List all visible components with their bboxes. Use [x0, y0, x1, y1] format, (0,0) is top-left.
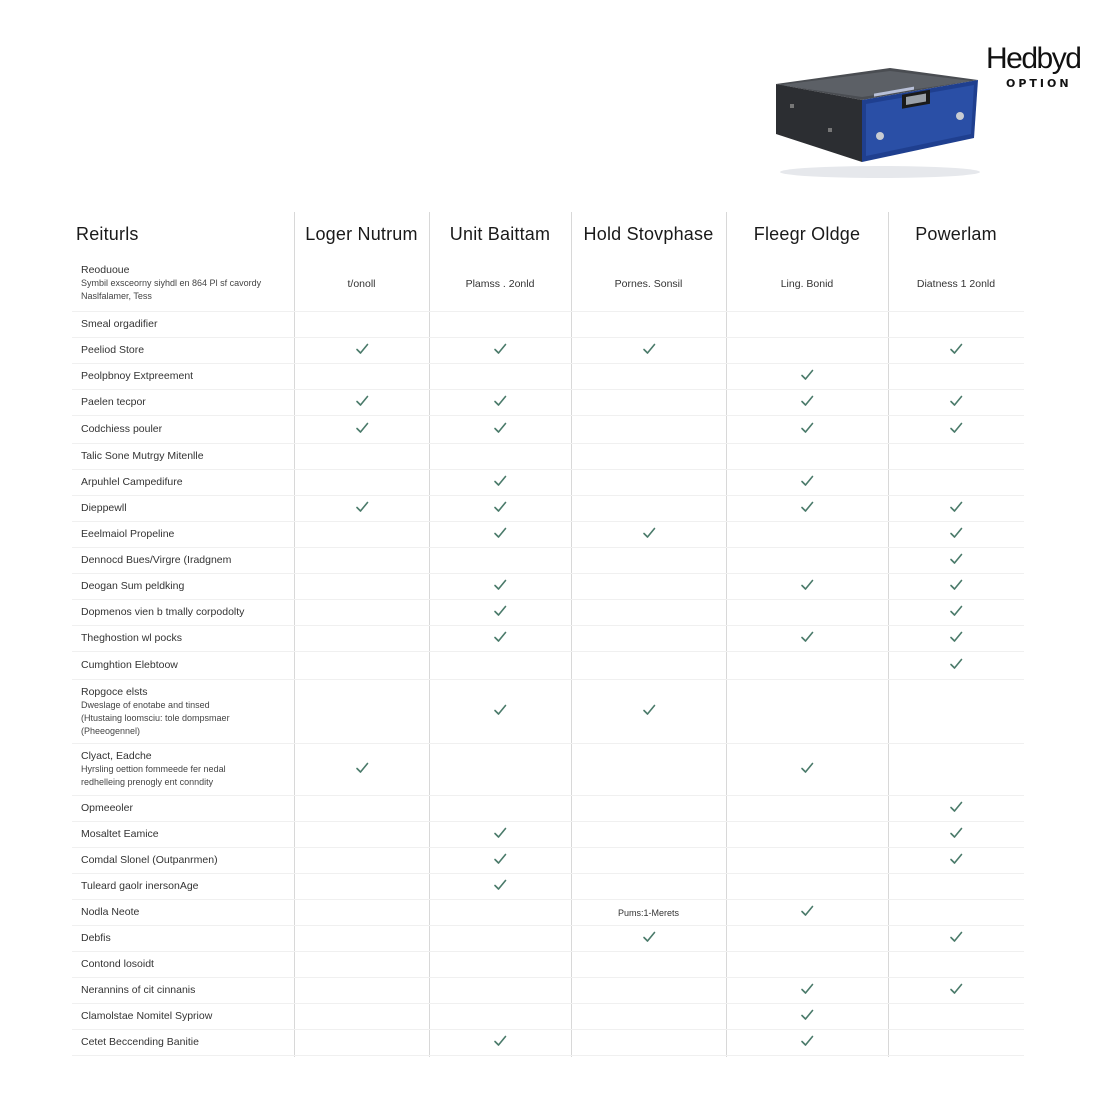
- row-label-text: Contond losoidt: [81, 958, 154, 970]
- check-cell: [294, 421, 429, 438]
- row-label-text: Nerannins of cit cinnanis: [81, 984, 196, 996]
- check-cell: [429, 703, 571, 720]
- row-label: [72, 686, 294, 738]
- check-icon: [493, 852, 507, 866]
- check-cell: [294, 394, 429, 411]
- row-label-text: Clyact, Eadche: [81, 750, 152, 762]
- header-cell: Loger Nutrum: [305, 223, 418, 244]
- row-label-text: Clamolstae Nomitel Sypriow: [81, 1010, 213, 1022]
- check-cell: [726, 500, 888, 517]
- check-cell: [726, 904, 888, 921]
- check-icon: [949, 826, 963, 840]
- row-label-text: Peolpbnoy Extpreement: [81, 370, 194, 382]
- value-cell: Plamss . 2onld: [465, 277, 535, 290]
- table-row: [72, 1004, 1024, 1030]
- row-label-text: Comdal Slonel (Outpanrmen): [81, 854, 218, 866]
- brand-name: Hedbyd: [986, 42, 1081, 75]
- check-icon: [800, 630, 814, 644]
- table-row: [72, 522, 1024, 548]
- check-cell: [429, 578, 571, 595]
- check-icon: [355, 761, 369, 775]
- table-row: [72, 978, 1024, 1004]
- row-label-text: Codchiess pouler: [81, 423, 163, 435]
- row-label: [72, 880, 294, 893]
- check-cell: [888, 630, 1024, 647]
- check-cell: [888, 394, 1024, 411]
- check-icon: [355, 500, 369, 514]
- check-icon: [800, 394, 814, 408]
- row-label-detail: Hyrsling oettion fommeede fer nedal: [81, 764, 226, 774]
- check-icon: [493, 1034, 507, 1048]
- row-label: [72, 370, 294, 383]
- table-row: [72, 652, 1024, 680]
- check-cell: [294, 342, 429, 359]
- row-label-detail: Dweslage of enotabe and tinsed: [81, 699, 210, 710]
- check-cell: [888, 800, 1024, 817]
- row-label: [72, 423, 294, 436]
- row-label-text: Dieppewll: [81, 502, 127, 514]
- check-icon: [800, 761, 814, 775]
- check-icon: [800, 578, 814, 592]
- check-icon: [949, 982, 963, 996]
- check-icon: [493, 878, 507, 892]
- check-cell: [888, 604, 1024, 621]
- check-cell: [429, 826, 571, 843]
- row-label-text: Peeliod Store: [81, 344, 145, 356]
- check-cell: [888, 982, 1024, 999]
- check-cell: [429, 342, 571, 359]
- check-cell: [294, 500, 429, 517]
- row-label-text: Smeal orgadifier: [81, 318, 158, 330]
- table-row: [72, 444, 1024, 470]
- check-icon: [800, 904, 814, 918]
- check-cell: [726, 394, 888, 411]
- check-icon: [800, 474, 814, 488]
- row-label-text: Nodla Neote: [81, 906, 140, 918]
- brand-tagline: OPTION: [1006, 77, 1072, 90]
- row-label-text: Tuleard gaolr inersonAge: [81, 880, 199, 892]
- check-cell: [429, 421, 571, 438]
- check-icon: [949, 394, 963, 408]
- row-label: [72, 528, 294, 541]
- row-label-text: Cumghtion Elebtoow: [81, 659, 178, 671]
- check-cell: [571, 342, 726, 359]
- check-icon: [642, 930, 656, 944]
- row-label: [72, 1036, 294, 1049]
- value-cell: t/onoll: [347, 277, 376, 290]
- check-icon: [949, 930, 963, 944]
- row-label-text: Eeelmaiol Propeline: [81, 528, 175, 540]
- row-label: [72, 1010, 294, 1023]
- check-cell: [888, 657, 1024, 674]
- row-label-text: Reoduoue: [81, 264, 130, 276]
- check-icon: [800, 1034, 814, 1048]
- check-cell: [888, 930, 1024, 947]
- row-label: [72, 264, 294, 303]
- row-label-detail: (Htustaing loomsciu: tole dompsmaer: [81, 712, 230, 723]
- check-cell: [888, 342, 1024, 359]
- row-label: [72, 802, 294, 815]
- table-row: [72, 744, 1024, 796]
- check-icon: [493, 500, 507, 514]
- row-label-detail: Symbil exsceorny siyhdl en 864 Pl sf cavordy: [81, 278, 262, 288]
- table-row: [72, 680, 1024, 744]
- check-cell: [294, 761, 429, 778]
- check-icon: [355, 421, 369, 435]
- table-row: [72, 390, 1024, 416]
- check-cell: [726, 630, 888, 647]
- row-label-text: Cetet Beccending Banitie: [81, 1036, 199, 1048]
- check-cell: [429, 852, 571, 869]
- check-icon: [493, 703, 507, 717]
- check-cell: [429, 526, 571, 543]
- comparison-table: [72, 212, 1024, 1056]
- check-icon: [949, 421, 963, 435]
- check-icon: [949, 552, 963, 566]
- check-cell: [726, 578, 888, 595]
- table-header: [72, 212, 1024, 256]
- check-icon: [642, 703, 656, 717]
- check-icon: [800, 500, 814, 514]
- check-icon: [493, 604, 507, 618]
- device-image: [770, 64, 980, 184]
- check-icon: [493, 578, 507, 592]
- row-label: [72, 318, 294, 331]
- row-label: [72, 906, 294, 919]
- row-label: [72, 750, 294, 789]
- row-label-detail: (Pheeogennel): [81, 725, 141, 736]
- value-cell: Diatness 1 2onld: [916, 277, 996, 290]
- check-icon: [493, 342, 507, 356]
- check-cell: [429, 394, 571, 411]
- table-body: [72, 256, 1024, 1056]
- row-label: [72, 554, 294, 567]
- table-row: [72, 796, 1024, 822]
- check-icon: [949, 852, 963, 866]
- check-icon: [493, 394, 507, 408]
- row-label: [72, 828, 294, 841]
- check-cell: [888, 526, 1024, 543]
- row-label: [72, 659, 294, 672]
- check-icon: [493, 630, 507, 644]
- row-label-text: Deogan Sum peldking: [81, 580, 185, 592]
- table-row: [72, 1030, 1024, 1056]
- check-icon: [355, 394, 369, 408]
- row-label: [72, 958, 294, 971]
- table-row: [72, 364, 1024, 390]
- check-icon: [642, 526, 656, 540]
- row-label: [72, 984, 294, 997]
- check-icon: [949, 604, 963, 618]
- row-label: [72, 502, 294, 515]
- check-cell: [429, 500, 571, 517]
- row-label-detail: Naslfalamer, Tess: [81, 291, 152, 301]
- header-cell: Reiturls: [76, 223, 139, 244]
- check-cell: [429, 604, 571, 621]
- check-icon: [493, 826, 507, 840]
- check-icon: [949, 630, 963, 644]
- row-label-text: Mosaltet Eamice: [81, 828, 159, 840]
- table-row: [72, 900, 1024, 926]
- check-icon: [800, 982, 814, 996]
- check-cell: [888, 852, 1024, 869]
- check-icon: [949, 500, 963, 514]
- check-icon: [493, 526, 507, 540]
- header-cell: Fleegr Oldge: [753, 223, 861, 244]
- table-row: [72, 470, 1024, 496]
- check-cell: [726, 1008, 888, 1025]
- check-icon: [949, 800, 963, 814]
- check-cell: [888, 826, 1024, 843]
- check-cell: [888, 552, 1024, 569]
- check-icon: [949, 657, 963, 671]
- row-label-detail: redhelleing prenogly ent conndity: [81, 777, 214, 787]
- check-cell: [571, 703, 726, 720]
- check-cell: [726, 761, 888, 778]
- check-cell: [571, 526, 726, 543]
- check-cell: [429, 878, 571, 895]
- header-cell: Hold Stovphase: [583, 223, 714, 244]
- table-row: [72, 312, 1024, 338]
- table-row: [72, 926, 1024, 952]
- table-row: [72, 626, 1024, 652]
- value-cell: Pornes. Sonsil: [614, 277, 683, 290]
- row-label: [72, 632, 294, 645]
- row-label-text: Theghostion wl pocks: [81, 632, 182, 644]
- row-label: [72, 932, 294, 945]
- value-cell: Pums:1-Merets: [617, 907, 679, 918]
- table-row: [72, 874, 1024, 900]
- row-label-text: Talic Sone Mutrgy Mitenlle: [81, 450, 204, 462]
- table-row: [72, 416, 1024, 444]
- check-cell: [429, 474, 571, 491]
- row-label: [72, 606, 294, 619]
- header-cell: Unit Baittam: [449, 223, 551, 244]
- check-cell: [429, 630, 571, 647]
- check-icon: [949, 526, 963, 540]
- check-cell: [726, 421, 888, 438]
- row-label: [72, 396, 294, 409]
- value-cell: Ling. Bonid: [780, 277, 834, 290]
- row-label: [72, 580, 294, 593]
- row-label-text: Dopmenos vien b tmally corpodolty: [81, 606, 245, 618]
- check-icon: [800, 368, 814, 382]
- row-label-text: Dennocd Bues/Virgre (Iradgnem: [81, 554, 232, 566]
- check-icon: [949, 342, 963, 356]
- row-label-text: Paelen tecpor: [81, 396, 146, 408]
- table-row: [72, 256, 1024, 312]
- table-row: [72, 952, 1024, 978]
- table-row: [72, 848, 1024, 874]
- check-cell: [726, 1034, 888, 1051]
- check-icon: [800, 1008, 814, 1022]
- table-row: [72, 548, 1024, 574]
- row-label-text: Opmeeoler: [81, 802, 133, 814]
- table-row: [72, 822, 1024, 848]
- check-icon: [493, 474, 507, 488]
- header-cell: Powerlam: [915, 223, 997, 244]
- check-cell: [888, 578, 1024, 595]
- check-cell: [726, 982, 888, 999]
- row-label-text: Arpuhlel Campedifure: [81, 476, 183, 488]
- row-label: [72, 854, 294, 867]
- brand-logo: [986, 44, 1096, 90]
- row-label: [72, 344, 294, 357]
- check-cell: [571, 930, 726, 947]
- check-cell: [726, 474, 888, 491]
- check-cell: [888, 500, 1024, 517]
- check-cell: [726, 368, 888, 385]
- check-cell: [429, 1034, 571, 1051]
- check-icon: [355, 342, 369, 356]
- table-row: [72, 496, 1024, 522]
- row-label-text: Ropgoce elsts: [81, 685, 148, 698]
- table-row: [72, 600, 1024, 626]
- table-row: [72, 338, 1024, 364]
- check-cell: [888, 421, 1024, 438]
- check-icon: [642, 342, 656, 356]
- row-label-text: Debfis: [81, 932, 111, 944]
- check-icon: [493, 421, 507, 435]
- check-icon: [949, 578, 963, 592]
- check-icon: [800, 421, 814, 435]
- table-row: [72, 574, 1024, 600]
- row-label: [72, 476, 294, 489]
- row-label: [72, 450, 294, 463]
